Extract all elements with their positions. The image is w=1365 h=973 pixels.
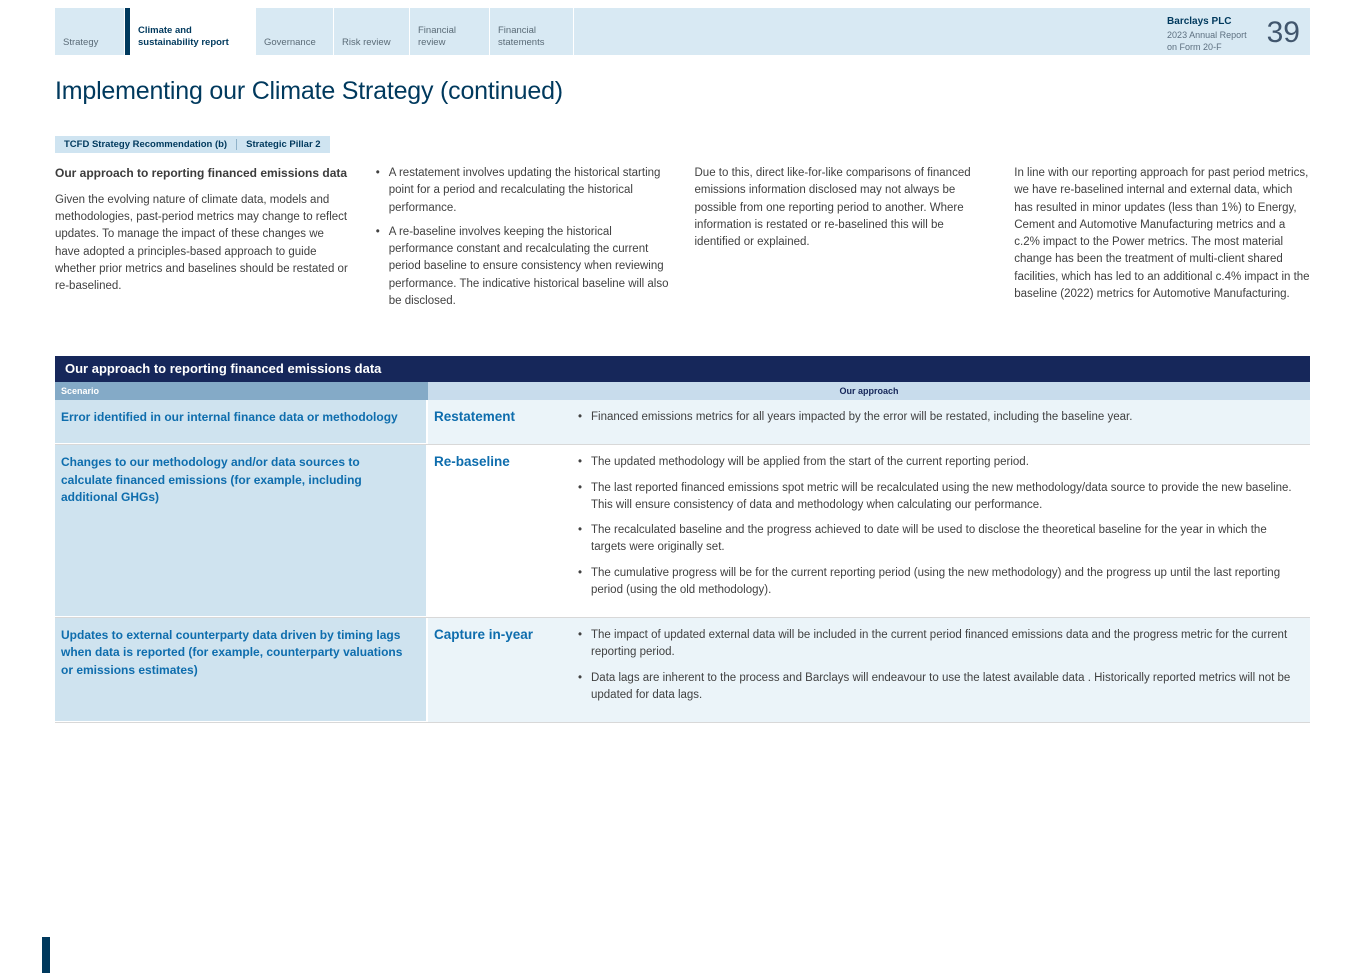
report-title-line2: on Form 20-F xyxy=(1167,41,1222,52)
tab-governance[interactable] xyxy=(256,8,334,55)
report-title-line1: 2023 Annual Report xyxy=(1167,29,1247,40)
approach-bullet: • The cumulative progress will be for the current reporting period (using the new methodology) and the progress up until the last reporting period (using the old methodology). xyxy=(577,565,1302,600)
tab-label: Risk review xyxy=(342,37,391,49)
approach-cell xyxy=(573,400,1310,444)
approach-bullet-list xyxy=(577,627,1302,704)
approach-bullet: • The updated methodology will be applied from the start of the current reporting period. xyxy=(577,454,1302,471)
action-cell: Capture in-year xyxy=(428,618,573,722)
column-header-scenario: Scenario xyxy=(55,382,428,400)
tab-label: Climate and sustainability report xyxy=(138,25,229,49)
intro-paragraph-1: Given the evolving nature of climate data, models and methodologies, past-period metrics may change to reflect updates. To manage the impact of these changes we have adopted a principles-based approach to guide whether prior metrics and baselines should be restated or re-baselined. xyxy=(55,193,348,293)
tab-label: Financial review xyxy=(418,25,457,49)
intro-paragraph-3: Due to this, direct like-for-like comparisons of financed emissions information disclosed may not always be possible from one reporting period to another. Where information is restated or re-baselined this will be identified or explained. xyxy=(694,167,971,248)
nav-right-block xyxy=(1167,8,1310,55)
scenario-cell: Updates to external counterparty data driven by timing lags when data is reported (for example, counterparty valuations or emissions estimates) xyxy=(55,618,428,722)
top-navigation xyxy=(55,8,1310,55)
intro-column-3 xyxy=(695,165,991,310)
scenario-cell: Error identified in our internal finance data or methodology xyxy=(55,400,428,444)
intro-bullet: • A restatement involves updating the historical starting point for a period and recalculating the historical performance. xyxy=(375,165,671,217)
intro-paragraph-4: In line with our reporting approach for past period metrics, we have re-baselined internal and external data, which has resulted in minor updates (less than 1%) to Energy, Cement and Automotive Manufacturing metrics and a c.2% impact to the Power metrics. The most material change has been the treatment of multi-client shared facilities, which has led to an additional c.4% impact in the baseline (2022) metrics for Automotive Manufacturing. xyxy=(1014,167,1310,300)
table-row xyxy=(55,618,1310,723)
tab-financial-statements[interactable] xyxy=(490,8,574,55)
action-cell: Restatement xyxy=(428,400,573,444)
approach-bullet: • The impact of updated external data will be included in the current period financed emissions data and the progress metric for the current reporting period. xyxy=(577,627,1302,662)
intro-column-4 xyxy=(1014,165,1310,310)
approach-bullet: • Financed emissions metrics for all years impacted by the error will be restated, including the baseline year. xyxy=(577,409,1302,426)
intro-column-2 xyxy=(375,165,671,310)
approach-bullet: • The last reported financed emissions spot metric will be recalculated using the new methodology/data source to provide the new baseline. This will ensure consistency of data and methodology when calculating our performance. xyxy=(577,480,1302,515)
table-title: Our approach to reporting financed emissions data xyxy=(55,356,1310,382)
intro-columns xyxy=(55,165,1310,310)
table-subheader xyxy=(55,382,1310,400)
intro-bullet-list xyxy=(375,165,671,310)
report-identifier xyxy=(1167,15,1247,53)
table-row xyxy=(55,445,1310,618)
tag-strategic-pillar: Strategic Pillar 2 xyxy=(246,139,321,150)
financed-emissions-approach-table xyxy=(55,356,1310,723)
column-header-our-approach: Our approach xyxy=(428,382,1310,400)
tab-label: Governance xyxy=(264,37,316,49)
approach-bullet: • The recalculated baseline and the progress achieved to date will be used to disclose the theoretical baseline for the year in which the targets were originally set. xyxy=(577,522,1302,557)
tab-climate-and-sustainability-report[interactable] xyxy=(125,8,256,55)
tab-strategy[interactable] xyxy=(55,8,125,55)
tab-risk-review[interactable] xyxy=(334,8,410,55)
intro-column-1 xyxy=(55,165,351,310)
tag-tcfd-strategy-recommendation: TCFD Strategy Recommendation (b) xyxy=(64,139,228,150)
page-number: 39 xyxy=(1266,16,1300,49)
tab-label: Financial statements xyxy=(498,25,545,49)
approach-bullet-list xyxy=(577,454,1302,599)
tag-strip xyxy=(55,136,330,153)
intro-bullet: • A re-baseline involves keeping the historical performance constant and recalculating the current period baseline to ensure consistency when reviewing performance. The indicative historical baseline will also be disclosed. xyxy=(375,224,671,310)
page-edge-marker xyxy=(42,937,50,973)
approach-cell xyxy=(573,618,1310,722)
table-row xyxy=(55,400,1310,445)
brand-name: Barclays PLC xyxy=(1167,16,1232,27)
nav-spacer xyxy=(574,8,1167,55)
approach-bullet: • Data lags are inherent to the process and Barclays will endeavour to use the latest available data . Historically reported metrics will not be updated for data lags. xyxy=(577,670,1302,705)
approach-cell xyxy=(573,445,1310,617)
scenario-cell: Changes to our methodology and/or data sources to calculate financed emissions (for example, including additional GHGs) xyxy=(55,445,428,617)
tag-divider xyxy=(236,139,237,150)
intro-heading: Our approach to reporting financed emissions data xyxy=(55,166,348,180)
action-cell: Re-baseline xyxy=(428,445,573,617)
tab-label: Strategy xyxy=(63,37,99,49)
tab-financial-review[interactable] xyxy=(410,8,490,55)
approach-bullet-list xyxy=(577,409,1302,426)
page-title: Implementing our Climate Strategy (continued) xyxy=(55,77,563,105)
